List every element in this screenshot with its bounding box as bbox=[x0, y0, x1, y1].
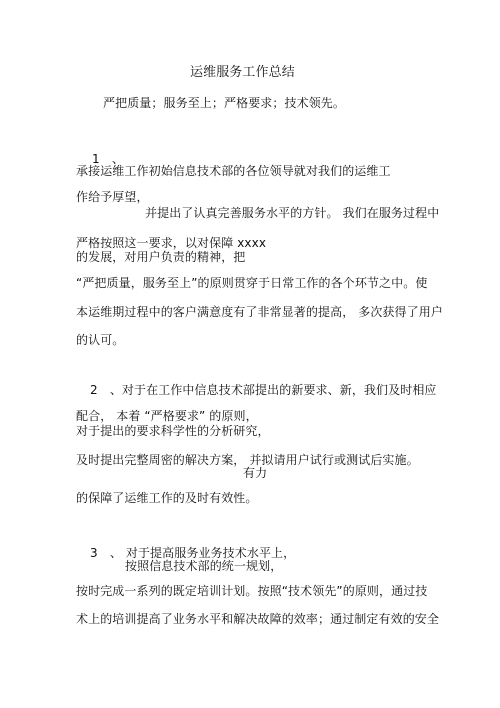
section-2-line-5: 有力 bbox=[243, 466, 268, 480]
document-title: 运维服务工作总结 bbox=[190, 65, 295, 80]
section-1-line-4: 严格按照这一要求，以对保障 xxxx bbox=[76, 236, 267, 250]
section-1-line-7: 本运维期过程中的客户满意度有了非常显著的提高， 多次获得了用户 bbox=[76, 305, 443, 319]
section-1-line-5: 的发展，对用户负责的精神，把 bbox=[76, 250, 246, 264]
section-1-line-6: “严把质量，服务至上”的原则贯穿于日常工作的各个环节之中。使 bbox=[76, 276, 428, 290]
section-3-line-2: 按照信息技术部的统一规划， bbox=[125, 559, 283, 573]
section-1-number: 1 、 bbox=[92, 152, 124, 166]
section-1-line-1: 承接运维工作初始信息技术部的各位领导就对我们的运维工 bbox=[76, 164, 391, 178]
section-3-line-3: 按时完成一系列的既定培训计划。按照“技术领先”的原则，通过技 bbox=[76, 584, 428, 598]
section-1-line-8: 的认可。 bbox=[76, 333, 125, 347]
section-2-line-6: 的保障了运维工作的及时有效性。 bbox=[76, 491, 258, 505]
section-2-line-3: 对于提出的要求科学性的分析研究， bbox=[76, 424, 270, 438]
section-2-line-4: 及时提出完整周密的解决方案， 并拟请用户试行或测试后实施。 bbox=[76, 453, 419, 467]
section-2-line-2: 配合， 本着 “严格要求” 的原则， bbox=[76, 409, 258, 423]
section-3-line-4: 术上的培训提高了业务水平和解决故障的效率；通过制定有效的安全 bbox=[76, 612, 440, 626]
section-1-line-2: 作给予厚望， bbox=[76, 190, 149, 204]
section-3-line-1: 3 、 对于提高服务业务技术水平上， bbox=[90, 546, 296, 560]
section-1-line-3: 并提出了认真完善服务水平的方针。 我们在服务过程中 bbox=[145, 206, 440, 220]
motto-line: 严把质量；服务至上；严格要求；技术领先。 bbox=[103, 96, 346, 110]
section-2-line-1: 2 、对于在工作中信息技术部提出的新要求、新，我们及时相应 bbox=[90, 383, 437, 397]
